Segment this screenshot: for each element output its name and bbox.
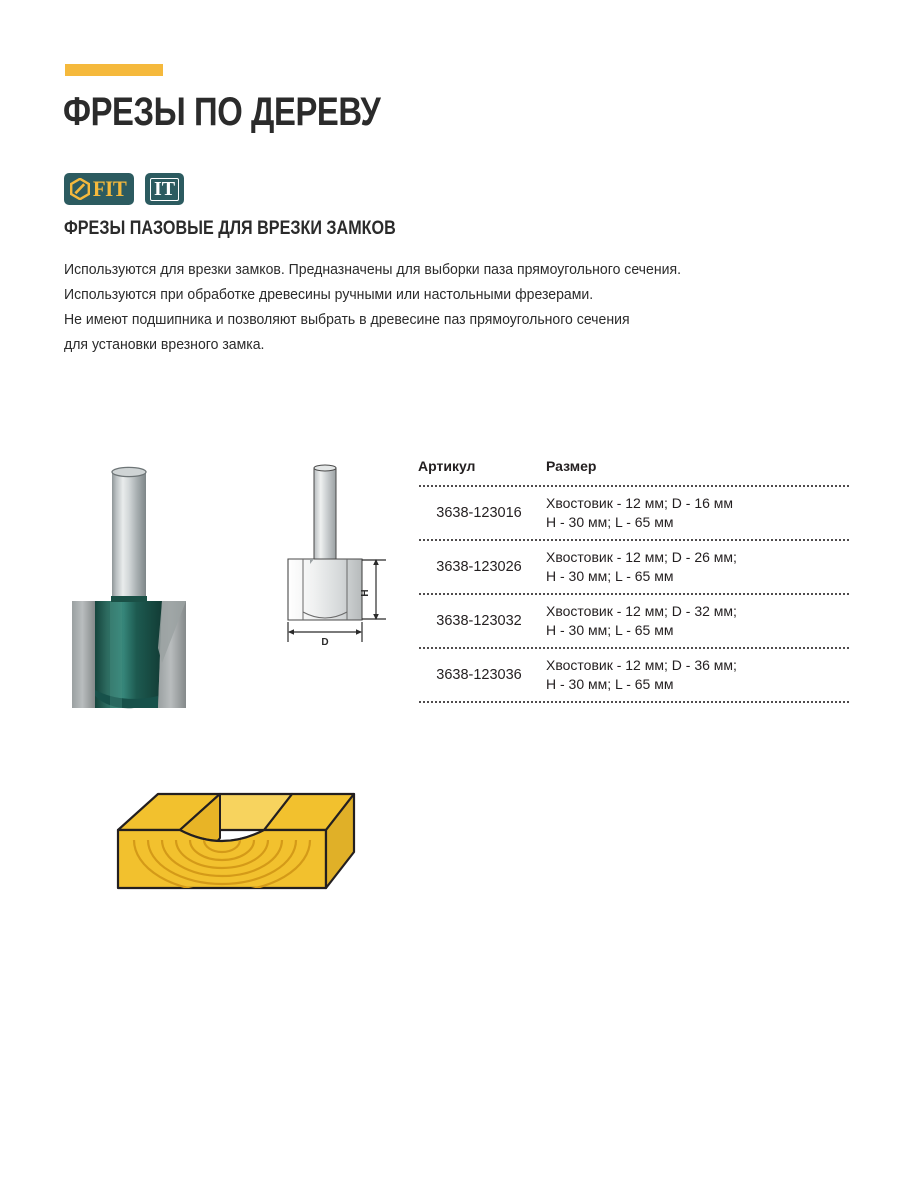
- it-wordmark: IT: [150, 178, 179, 201]
- spec-table: [418, 458, 850, 703]
- table-header-row: [418, 458, 850, 485]
- dimension-label-d: D: [321, 637, 329, 648]
- brand-badges: [64, 173, 184, 205]
- table-row: [418, 595, 850, 647]
- cell-article: 3638-123032: [436, 613, 522, 629]
- cell-size-line-1: Хвостовик - 12 мм; D - 26 мм;: [546, 549, 737, 565]
- accent-bar: [65, 64, 163, 76]
- table-row: [418, 649, 850, 701]
- cell-size: [546, 494, 850, 532]
- cell-size: [546, 656, 850, 694]
- column-header-size: Размер: [546, 458, 597, 474]
- description-text: [64, 258, 743, 358]
- fit-wordmark: FIT: [93, 176, 127, 201]
- wood-block-groove-illustration: [112, 782, 364, 904]
- cell-size: [546, 548, 850, 586]
- cell-article: 3638-123036: [436, 667, 522, 683]
- router-bit-photo: [62, 458, 244, 720]
- cell-size-line-1: Хвостовик - 12 мм; D - 16 мм: [546, 495, 734, 511]
- router-bit-dimension-drawing: [268, 452, 394, 648]
- cell-size-line-1: Хвостовик - 12 мм; D - 32 мм;: [546, 603, 737, 619]
- it-logo-badge: [145, 173, 184, 205]
- cell-size-line-2: H - 30 мм; L - 65 мм: [546, 676, 674, 692]
- row-divider: [418, 701, 850, 703]
- cell-size-line-1: Хвостовик - 12 мм; D - 36 мм;: [546, 657, 737, 673]
- description-line-1: Используются для врезки замков. Предназначены для выборки паза прямоугольного сечения.: [64, 262, 681, 278]
- description-line-3: Не имеют подшипника и позволяют выбрать в древесине паз прямоугольного сечения: [64, 312, 630, 328]
- cell-size-line-2: H - 30 мм; L - 65 мм: [546, 568, 674, 584]
- cell-article: 3638-123026: [436, 559, 522, 575]
- table-row: [418, 541, 850, 593]
- cell-size: [546, 602, 850, 640]
- column-header-article: Артикул: [418, 458, 476, 474]
- description-line-4: для установки врезного замка.: [64, 337, 265, 353]
- cell-size-line-2: H - 30 мм; L - 65 мм: [546, 622, 674, 638]
- dimension-label-h: H: [360, 589, 371, 597]
- section-title: ФРЕЗЫ ПАЗОВЫЕ ДЛЯ ВРЕЗКИ ЗАМКОВ: [64, 218, 396, 239]
- cell-size-line-2: H - 30 мм; L - 65 мм: [546, 514, 674, 530]
- fit-logo-badge: [64, 173, 134, 205]
- page-title: ФРЕЗЫ ПО ДЕРЕВУ: [63, 90, 381, 134]
- cell-article: 3638-123016: [436, 505, 522, 521]
- hex-screw-icon: [70, 178, 90, 200]
- table-row: [418, 487, 850, 539]
- description-line-2: Используются при обработке древесины ручными или настольными фрезерами.: [64, 287, 594, 303]
